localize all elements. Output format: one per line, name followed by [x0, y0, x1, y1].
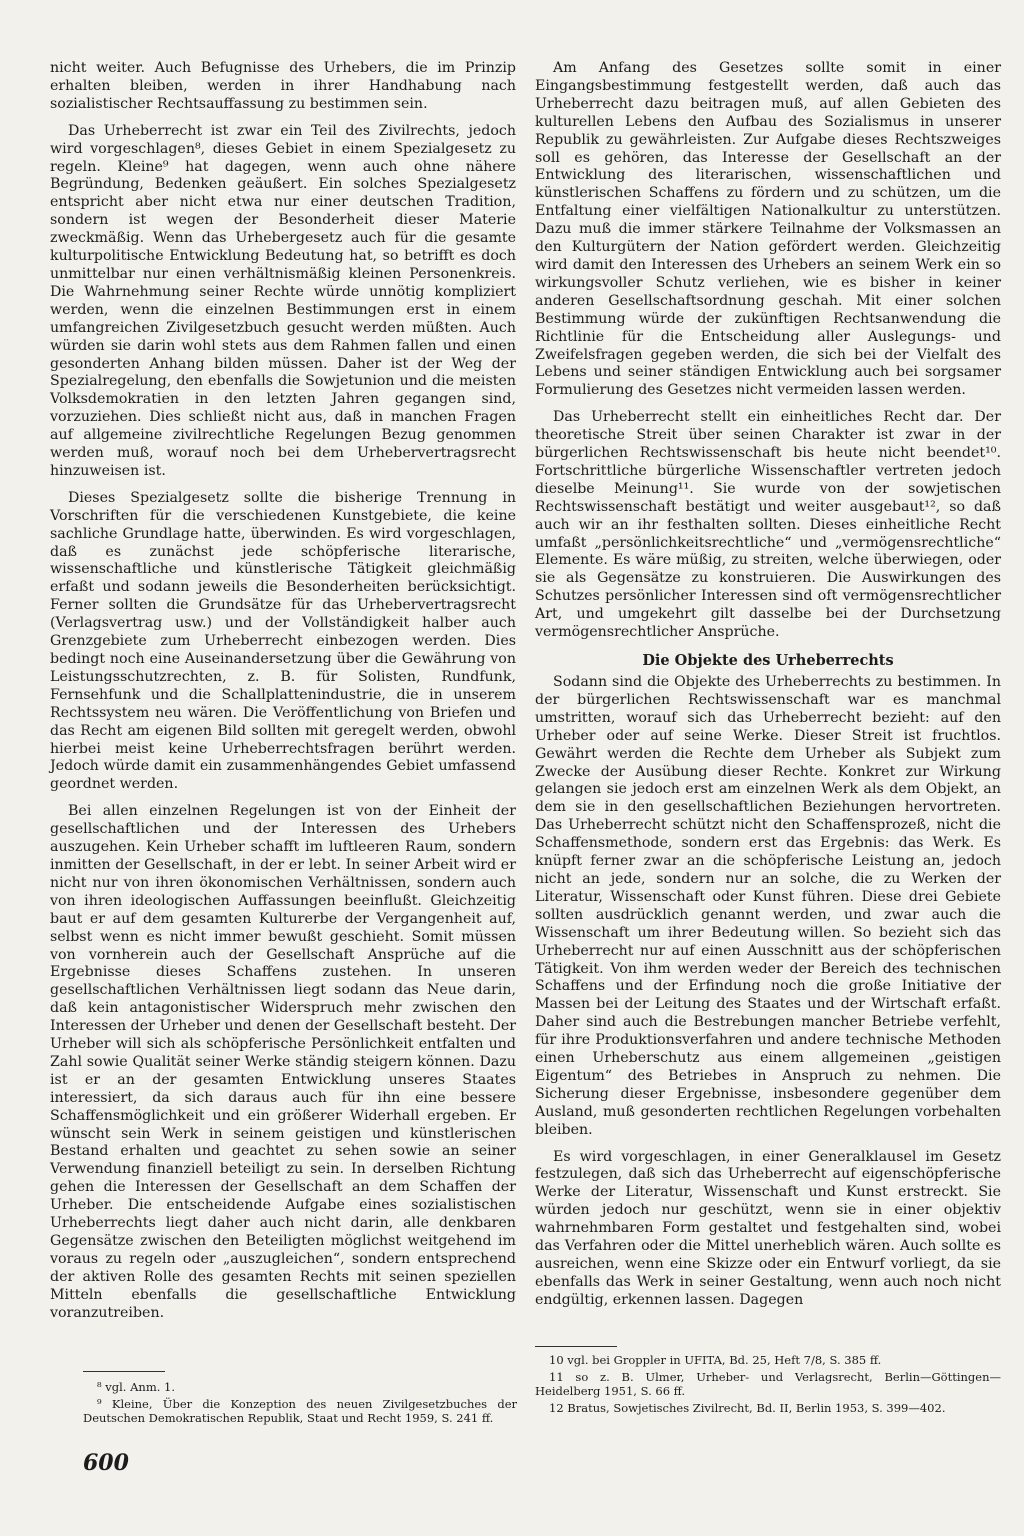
paragraph: Dieses Spezialgesetz sollte die bisherige Trennung in Vorschriften für die verschiedenen Kunstgebiete, die keine sachliche Grundlage hatte, überwinden. Es wird vorgeschlagen, daß es zunächst jede schöpferische literarische, wissenschaftliche und künstlerische Tätigkeit gleichmäßig erfaßt und sodann jeweils die Besonderheiten berücksichtigt. Ferner sollten die Grundsätze für das Urhebervertragsrecht (Verlagsvertrag usw.) und der Vollständigkeit halber auch Grenzgebiete zum Urheberrecht einbezogen werden. Dies bedingt noch eine Auseinandersetzung über die Gewährung von Leistungsschutzrechten, z. B. für Solisten, Rundfunk, Fernsehfunk und die Schallplattenindustrie, die in unserem Rechtssystem neu wären. Die Veröffentlichung von Briefen und das Recht am eigenen Bild sollten mit geregelt werden, obwohl hierbei meist keine Urheberrechtsfragen berührt werden. Jedoch würde damit ein zusammenhängendes Gebiet umfassend geordnet werden.: [50, 489, 516, 793]
paragraph: Bei allen einzelnen Regelungen ist von der Einheit der gesellschaftlichen und der Interessen des Urhebers auszugehen. Kein Urheber schafft im luftleeren Raum, sondern inmitten der Gesellschaft, in der er lebt. In seiner Arbeit wird er nicht nur von ihren ökonomischen Verhältnissen, sondern auch von ihren ideologischen Auffassungen beeinflußt. Gleichzeitig baut er auf dem gesamten Kulturerbe der Vergangenheit auf, selbst wenn es nicht immer bewußt geschieht. Somit müssen von vornherein auch der Gesellschaft Ansprüche auf die Ergebnisse dieses Schaffens zustehen. In unseren gesellschaftlichen Verhältnissen liegt sodann das Neue darin, daß kein antagonistischer Widerspruch mehr zwischen den Interessen der Urheber und denen der Gesellschaft besteht. Der Urheber will sich als schöpferische Persönlichkeit entfalten und Zahl sowie Qualität seiner Werke ständig steigern können. Dazu ist er an der gesamten Entwicklung unseres Staates interessiert, da sich daraus auch für ihn eine bessere Schaffensmöglichkeit und ein größerer Widerhall ergeben. Er wünscht sein Werk in seinem geistigen und künstlerischen Bestand erhalten und geachtet zu sehen sowie an seiner Verwendung finanziell beteiligt zu sein. In derselben Richtung gehen die Interessen der Gesellschaft an dem Schaffen der Urheber. Die entscheidende Aufgabe eines sozialistischen Urheberrechts liegt daher auch nicht darin, alle denkbaren Gegensätze zwischen den Beteiligten möglichst weitgehend im voraus zu regeln oder „auszugleichen“, sondern entsprechend der aktiven Rolle des gesamten Rechts mit seinen speziellen Mitteln ebenfalls die gesellschaftliche Entwicklung voranzutreiben.: [50, 803, 516, 1321]
paragraph: Das Urheberrecht stellt ein einheitliches Recht dar. Der theoretische Streit über seinen Charakter ist zwar in der bürgerlichen Rechtswissenschaft bis heute nicht beendet¹⁰. Fortschrittliche bürgerliche Wissenschaftler vertreten jedoch dieselbe Meinung¹¹. Sie wurde von der sowjetischen Rechtswissenschaft bestätigt und weiter ausgebaut¹², so daß auch wir an ihr festhalten sollten. Dieses einheitliche Recht umfaßt „persönlichkeitsrechtliche“ und „vermögensrechtliche“ Elemente. Es wäre müßig, zu streiten, welche überwiegen, oder sie als Gegensätze zu konstruieren. Die Auswirkungen des Schutzes persönlicher Interessen sind oft vermögensrechtlicher Art, und umgekehrt gilt dasselbe bei der Durchsetzung vermögensrechtlicher Ansprüche.: [535, 409, 1001, 641]
footnote: ⁸ vgl. Anm. 1.: [97, 1380, 176, 1394]
footnotes-left: [83, 1380, 517, 1428]
right-text-column: [535, 60, 1001, 1319]
footnotes-right: [535, 1353, 1001, 1417]
left-text-column: [50, 60, 516, 1332]
section-heading: Die Objekte des Urheberrechts: [642, 652, 894, 669]
paragraph: Sodann sind die Objekte des Urheberrechts zu bestimmen. In der bürgerlichen Rechtswissenschaft war es manchmal umstritten, worauf sich das Urheberrecht bezieht: auf den Urheber oder auf seine Werke. Dieser Streit ist fruchtlos. Gewährt werden die Rechte dem Urheber als Subjekt zum Zwecke der Ausübung dieser Rechte. Konkret zur Wirkung gelangen sie jedoch erst am einzelnen Werk als dem Objekt, an dem sie in den gesellschaftlichen Beziehungen hervortreten. Das Urheberrecht schützt nicht den Schaffensprozeß, nicht die Schaffensmethode, sondern erst das Ergebnis: das Werk. Es knüpft ferner zwar an die schöpferische Leistung an, jedoch nicht an jede, sondern nur an solche, die zu Werken der Literatur, Wissenschaft oder Kunst führen. Diese drei Gebiete sollten ausdrücklich genannt werden, und zwar auch die Wissenschaft um ihrer Bedeutung willen. So bezieht sich das Urheberrecht nur auf einen Ausschnitt aus der schöpferischen Tätigkeit. Von ihm werden weder der Bereich des technischen Schaffens und der Erfindung noch die große Initiative der Massen bei der Leitung des Staates und der Wirtschaft erfaßt. Daher sind auch die Bestrebungen mancher Betriebe verfehlt, für ihre Produktionsverfahren und andere technische Methoden einen Urheberschutz aus einem allgemeinen „geistigen Eigentum“ des Betriebes in Anspruch zu nehmen. Die Sicherung dieser Ergebnisse, insbesondere gegenüber dem Ausland, muß gesonderten rechtlichen Regelungen vorbehalten bleiben.: [535, 674, 1001, 1138]
footnote-divider: [83, 1371, 165, 1372]
footnote: 12 Bratus, Sowjetisches Zivilrecht, Bd. II, Berlin 1953, S. 399—402.: [549, 1400, 946, 1415]
paragraph: Am Anfang des Gesetzes sollte somit in einer Eingangsbestimmung festgestellt werden, daß auch das Urheberrecht dazu beitragen muß, auf allen Gebieten des kulturellen Lebens den Aufbau des Sozialismus in unserer Republik zu gewährleisten. Zur Aufgabe dieses Rechtszweiges soll es gehören, das Interesse der Gesellschaft an der Entwicklung des literarischen, wissenschaftlichen und künstlerischen Schaffens zu fördern und zu schützen, um die Entfaltung einer vielfältigen Nationalkultur zu unterstützen. Dazu muß die immer stärkere Teilnahme der Volksmassen an den Kulturgütern der Nation gefördert werden. Gleichzeitig wird damit den Interessen des Urhebers an seinem Werk ein so wirkungsvoller Schutz verliehen, wie es bisher in keiner anderen Gesellschaftsordnung geschah. Mit einer solchen Bestimmung würde der zukünftigen Rechtsanwendung die Richtlinie für die Entscheidung aller Auslegungs- und Zweifelsfragen gegeben werden, die sich bei der Vielfalt des Lebens und seiner ständigen Entwicklung auch bei sorgsamer Formulierung des Gesetzes nicht vermeiden lassen werden.: [535, 60, 1001, 399]
paragraph: nicht weiter. Auch Befugnisse des Urhebers, die im Prinzip erhalten bleiben, werden in ihrer Handhabung nach sozialistischer Rechtsauffassung zu bestimmen sein.: [50, 60, 516, 112]
footnote: 11 so z. B. Ulmer, Urheber- und Verlagsrecht, Berlin—Göttingen—Heidelberg 1951, S. 66 ff.: [535, 1369, 1001, 1398]
footnote: 10 vgl. bei Groppler in UFITA, Bd. 25, Heft 7/8, S. 385 ff.: [549, 1353, 882, 1367]
paragraph: Das Urheberrecht ist zwar ein Teil des Zivilrechts, jedoch wird vorgeschlagen⁸, dieses Gebiet in einem Spezialgesetz zu regeln. Kleine⁹ hat dagegen, wenn auch ohne nähere Begründung, Bedenken geäußert. Ein solches Spezialgesetz entspricht aber nicht etwa nur einer deutschen Tradition, sondern ist wegen der Besonderheit dieser Materie zweckmäßig. Wenn das Urhebergesetz auch für die gesamte kulturpolitische Entwicklung Bedeutung hat, so betrifft es doch unmittelbar nur einen verhältnismäßig kleinen Personenkreis. Die Wahrnehmung seiner Rechte würde unnötig kompliziert werden, wenn die einzelnen Bestimmungen erst in einem umfangreichen Zivilgesetzbuch gesucht werden müßten. Auch würden sie darin wohl stets aus dem Rahmen fallen und einen gesonderten Anhang bilden müssen. Daher ist der Weg der Spezialregelung, den ebenfalls die Sowjetunion und die meisten Volksdemokratien in den letzten Jahren gegangen sind, vorzuziehen. Dies schließt nicht aus, daß in manchen Fragen auf allgemeine zivilrechtliche Regelungen Bezug genommen werden muß, worauf noch bei dem Urhebervertragsrecht hinzuweisen ist.: [50, 122, 516, 479]
footnote: ⁹ Kleine, Über die Konzeption des neuen Zivilgesetzbuches der Deutschen Demokratischen Republik, Staat und Recht 1959, S. 241 ff.: [83, 1396, 517, 1425]
paragraph: Es wird vorgeschlagen, in einer Generalklausel im Gesetz festzulegen, daß sich das Urheberrecht auf eigenschöpferische Werke der Literatur, Wissenschaft und Kunst erstreckt. Sie würden jedoch nur geschützt, wenn sie in einer objektiv wahrnehmbaren Form gestaltet und festgehalten sind, wobei das Verfahren oder die Mittel unerheblich wären. Auch sollte es ausreichen, wenn eine Skizze oder ein Entwurf vorliegt, da sie ebenfalls das Werk in seiner Gestaltung, wenn auch noch nicht endgültig, erkennen lassen. Dagegen: [535, 1148, 1001, 1308]
footnote-divider: [535, 1346, 617, 1347]
page-number: 600: [83, 1450, 129, 1476]
